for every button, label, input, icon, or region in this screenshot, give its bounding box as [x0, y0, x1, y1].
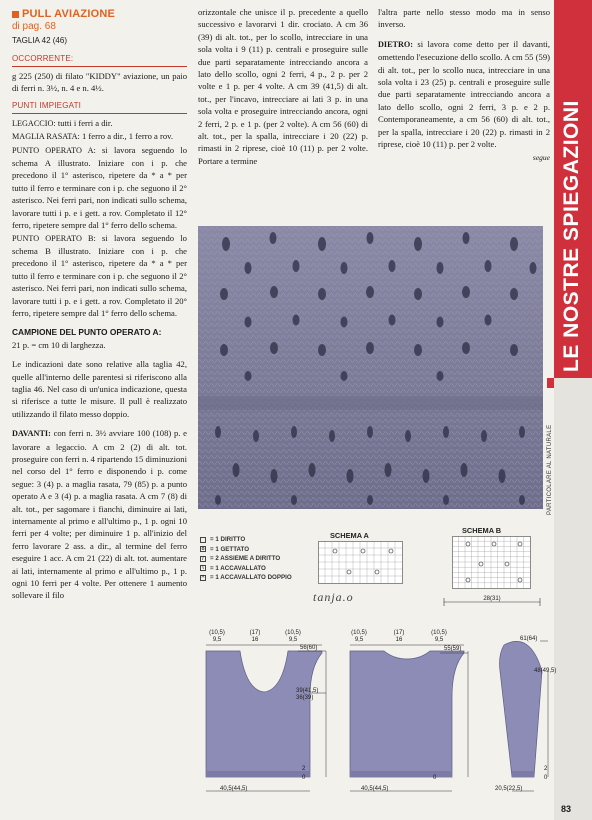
schema-a-title: SCHEMA A	[330, 531, 369, 540]
knit-symbol-icon	[200, 537, 206, 543]
section-punti: PUNTI IMPIEGATI	[12, 100, 187, 113]
dietro-text: DIETRO: si lavora come detto per il davanti, omettendo l'esecuzione dello scollo. A cm 55 (59) di alt. tot., per lo scollo nuca, intrecciare in una sola volta i 23 (25) p. centrali e proseguire sulle due parti separatamente intrecciando ancora a lato dello scollo, ogni 2 ferri, 3 p. e 2 p. Contemporaneamente, a cm 56 (60) di alt. tot., per la spalla, intrecciare i 20 (22) p. rimasti in 2 riprese, cioè 10 (11) p. per 2 volte.	[378, 38, 550, 150]
instructions-column-1	[12, 8, 187, 602]
maglia-rasata: MAGLIA RASATA: 1 ferro a dir., 1 ferro a rov.	[12, 131, 174, 142]
front-scale-0: 0	[302, 775, 306, 781]
section-occorrente: OCCORRENTE:	[12, 53, 187, 66]
sleeve-ribbing	[512, 771, 534, 777]
punto-operato-b: PUNTO OPERATO B: si lavora seguendo lo schema B illustrato. Iniziare con i p. che precedono il 1° asterisco, ripetere da * a * per tutto il ferro e terminare con i p. che seguono il 2° asterisco. Nei ferri pari, non indicati sullo schema, lavorare tutti i p. e i gett. a rov. Completato il 20° ferro, ripetere sempre dal 1° ferro dello schema.	[12, 232, 187, 318]
back-neck-label: (17) 16	[393, 630, 405, 643]
instructions-column-3	[378, 6, 550, 165]
photo-caption: PARTICOLARE AL NATURALE	[547, 424, 553, 515]
sleeve-shape	[500, 641, 543, 777]
front-armhole-label: 39(41,5) 36(39)	[296, 688, 319, 701]
sizes: TAGLIA 42 (46)	[12, 35, 67, 45]
campione-text: 21 p. = cm 10 di larghezza.	[12, 339, 106, 350]
occorrente-text: g 225 (250) di filato "KIDDY" aviazione, un paio di ferri n. 3½, n. 4 e n. 4½.	[12, 70, 187, 94]
davanti-end: l'altra parte nello stesso modo ma in senso inverso.	[378, 7, 550, 30]
back-left-shoulder-label: (10,5) 9,5	[351, 630, 367, 643]
front-piece-shape	[206, 651, 322, 777]
sleeve-width-label: 20,5(22,5)	[495, 786, 523, 792]
watermark: tanja.o	[313, 590, 354, 604]
davanti-text: DAVANTI: con ferri n. 3½ avviare 100 (108) p. e lavorare a legaccio. A cm 2 (2) di alt. tot. proseguire con ferri n. 4 ripartendo 15 diminuzioni nel corso del 1° ferro e disponendo i p. come segue: 3 (4) p. a maglia rasata, 79 (85) p. a punto operato A e 3 (4) p. a maglia rasata. A cm 7 (8) di alt. tot., per sagomare i fianchi, diminuire ai lati, internamente al primo e all'ultimo p., 1 p. ogni 10 ferri per 4 volte; per diminuire 1 p. all'inizio del ferro lavorare 2 ass. a dir., al termine del ferro eseguire 1 acc. A cm 21 (22) di alt. tot. aumentare ai lati, internamente al primo e all'ultimo p., 1 p. ogni 10 ferri per 4 volte. Per ottenere 1 aumento sollevare il filo	[12, 428, 187, 601]
davanti-continued: orizzontale che unisce il p. precedente a quello successivo e lavorarvi 1 dir. crociato. A cm 36 (39) di alt. tot., per lo scollo, intrecciare in una sola volta i 9 (11) p. centrali e proseguire sulle due parti separatamente intrecciando ancora a lato dello scollo, ogni 2 ferri, 4 p., 2 p. per 2 volte e 1 p. per 4 volte. A cm 39 (41,5) di alt. tot., per l'incavo, intrecciare ai lati 3 p. in una sola volta e proseguire intrecciando ancora, ogni 2 ferri, 2 p. e 1 p. (per 2 volte). A cm 56 (60) di alt. tot., per la spalla, intrecciare i 20 (22) p. rimasti in 2 riprese, cioè 10 (11) p. per 2 volte. Portare a termine	[198, 7, 368, 166]
back-scale-0: 0	[433, 775, 437, 781]
legend-row: = 1 DIRITTO	[200, 535, 292, 545]
legend-row: ^ = 1 ACCAVALLATO DOPPIO	[201, 574, 292, 582]
sleeve-top-label: 61(64)	[520, 636, 538, 642]
indicazioni-text: Le indicazioni date sono relative alla taglia 42, quelle all'interno delle parentesi si riferiscono alla taglia 46. Nel caso di un'unica indicazione, questa si riferisce a tutte le misure. Il pull è realizzato utilizzando il filato messo doppio.	[12, 359, 187, 419]
schema-a-chart	[318, 541, 414, 589]
legend-row: / = 2 ASSIEME A DIRITTO	[200, 554, 292, 564]
legend-row: o = 1 GETTATO	[201, 545, 250, 553]
yarn-over-symbol-icon: o	[201, 546, 205, 553]
page-number: 83	[561, 804, 572, 814]
section-sidebar	[554, 0, 592, 378]
back-ribbing	[350, 771, 452, 777]
schema-b-width-label: 28(31)	[483, 596, 501, 602]
sleeve-side-label: 48(49,5)	[534, 668, 557, 674]
schema-b-title: SCHEMA B	[462, 526, 502, 535]
sleeve-scale-0: 0	[544, 775, 548, 781]
sidebar-tab	[547, 378, 554, 388]
knit-detail-photo	[198, 226, 543, 509]
k2tog-symbol-icon: /	[200, 556, 206, 562]
sleeve-scale-2: 2	[544, 766, 548, 772]
legend-row: \ = 1 ACCAVALLATO	[200, 564, 292, 574]
back-width-label: 40,5(44,5)	[361, 786, 389, 792]
pattern-title: PULL AVIAZIONE	[12, 8, 187, 20]
front-width-label: 40,5(44,5)	[220, 786, 248, 792]
title-square-icon	[12, 11, 19, 18]
stitch-legend	[200, 535, 292, 583]
front-ribbing	[206, 771, 310, 777]
front-right-shoulder-label: (10,5) 9,5	[285, 630, 301, 643]
front-left-shoulder-label: (10,5) 9,5	[209, 630, 225, 643]
from-page: di pag. 68	[12, 21, 56, 33]
schema-b-chart	[452, 536, 542, 596]
double-decrease-symbol-icon: ^	[201, 574, 205, 581]
instructions-column-2	[198, 6, 368, 167]
skp-symbol-icon: \	[200, 565, 206, 571]
knit-texture-image	[198, 226, 543, 509]
campione-heading: CAMPIONE DEL PUNTO OPERATO A:	[12, 327, 162, 338]
garment-schematics	[178, 625, 560, 805]
legaccio: LEGACCIO: tutti i ferri a dir.	[12, 117, 113, 128]
sidebar-title: LE NOSTRE SPIEGAZIONI	[560, 100, 583, 372]
front-neck-label: (17) 16	[249, 630, 261, 643]
punto-operato-a: PUNTO OPERATO A: si lavora seguendo lo schema A illustrato. Iniziare con i p. che precedono il 1° asterisco, ripetere da * a * per tutto il ferro e terminare con i p. che seguono il 2° asterisco. Nei ferri pari, non indicati sullo schema, lavorare tutti i p. e i gett. a rov. Completato il 12° ferro, ripetere sempre dal 1° ferro dello schema.	[12, 144, 187, 231]
front-scale-2: 2	[302, 766, 306, 772]
back-height-label: 55(59)	[444, 646, 462, 652]
back-piece-shape	[350, 651, 464, 777]
schema-b-width-dimension	[440, 592, 544, 608]
front-height-label: 56(60)	[300, 645, 318, 651]
back-right-shoulder-label: (10,5) 9,5	[431, 630, 447, 643]
segue-label: segue	[532, 153, 550, 163]
